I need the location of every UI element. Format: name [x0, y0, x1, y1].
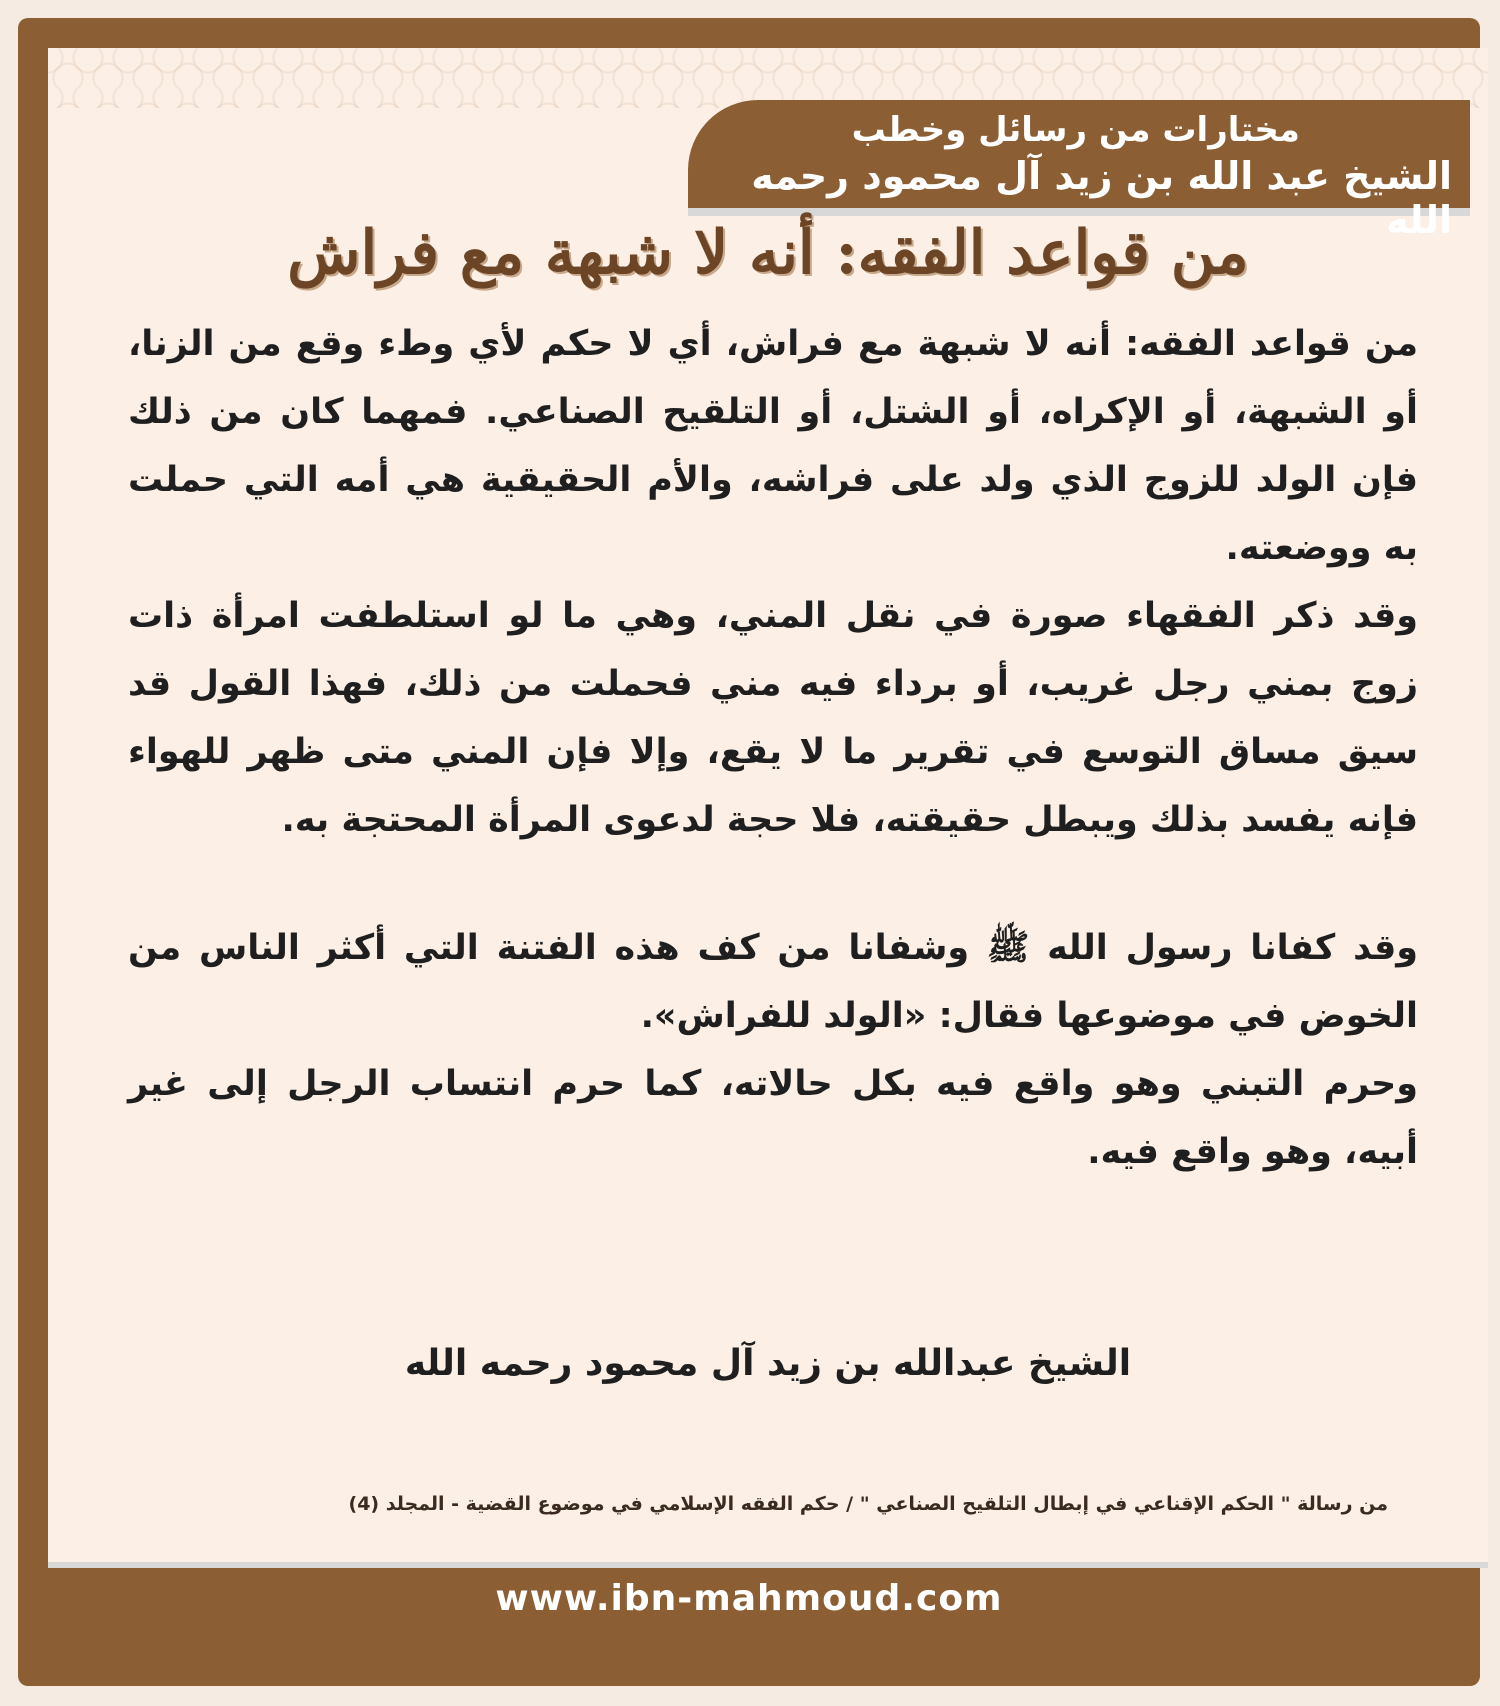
paragraph: من قواعد الفقه: أنه لا شبهة مع فراش، أي لا حكم لأي وطء وقع من الزنا، أو الشبهة، أو الإكراه، أو الشتل، أو التلقيح الصناعي. فمهما كان من ذلك فإن الولد للزوج الذي ولد على فراشه، والأم الحقيقية هي أمه التي حملت به ووضعته.	[128, 324, 1418, 568]
paragraph: وقد كفانا رسول الله ﷺ وشفانا من كف هذه الفتنة التي أكثر الناس من الخوض في موضوعها فقال: «الولد للفراش».	[128, 928, 1418, 1036]
article-body	[128, 310, 1418, 1186]
signature: الشيخ عبدالله بن زيد آل محمود رحمه الله	[404, 1343, 1132, 1384]
page-title: من قواعد الفقه: أنه لا شبهة مع فراش	[287, 218, 1249, 288]
divider	[48, 1562, 1488, 1568]
paragraph: وقد ذكر الفقهاء صورة في نقل المني، وهي ما لو استلطفت امرأة ذات زوج بمني رجل غريب، أو برداء فيه مني فحملت من ذلك، فهذا القول قد سيق مساق التوسع في تقرير ما لا يقع، وإلا فإن المني متى ظهر للهواء فإنه يفسد بذلك ويبطل حقيقته، فلا حجة لدعوى المرأة المحتجة به.	[128, 596, 1418, 840]
header-banner	[688, 100, 1470, 242]
website-link[interactable]: www.ibn-mahmoud.com	[495, 1578, 1003, 1619]
header-subtitle: مختارات من رسائل وخطب	[851, 110, 1300, 150]
content-panel	[48, 48, 1488, 1568]
page-frame	[18, 18, 1480, 1686]
decorative-pattern	[48, 48, 1488, 108]
paragraph-spacer	[128, 854, 1418, 914]
source-citation: من رسالة " الحكم الإقناعي في إبطال التلقيح الصناعي " / حكم الفقه الإسلامي في موضوع القضية - المجلد (4)	[348, 1493, 1388, 1515]
header-author: الشيخ عبد الله بن زيد آل محمود رحمه الله	[751, 154, 1452, 242]
paragraph: وحرم التبني وهو واقع فيه بكل حالاته، كما حرم انتساب الرجل إلى غير أبيه، وهو واقع فيه.	[128, 1064, 1418, 1172]
